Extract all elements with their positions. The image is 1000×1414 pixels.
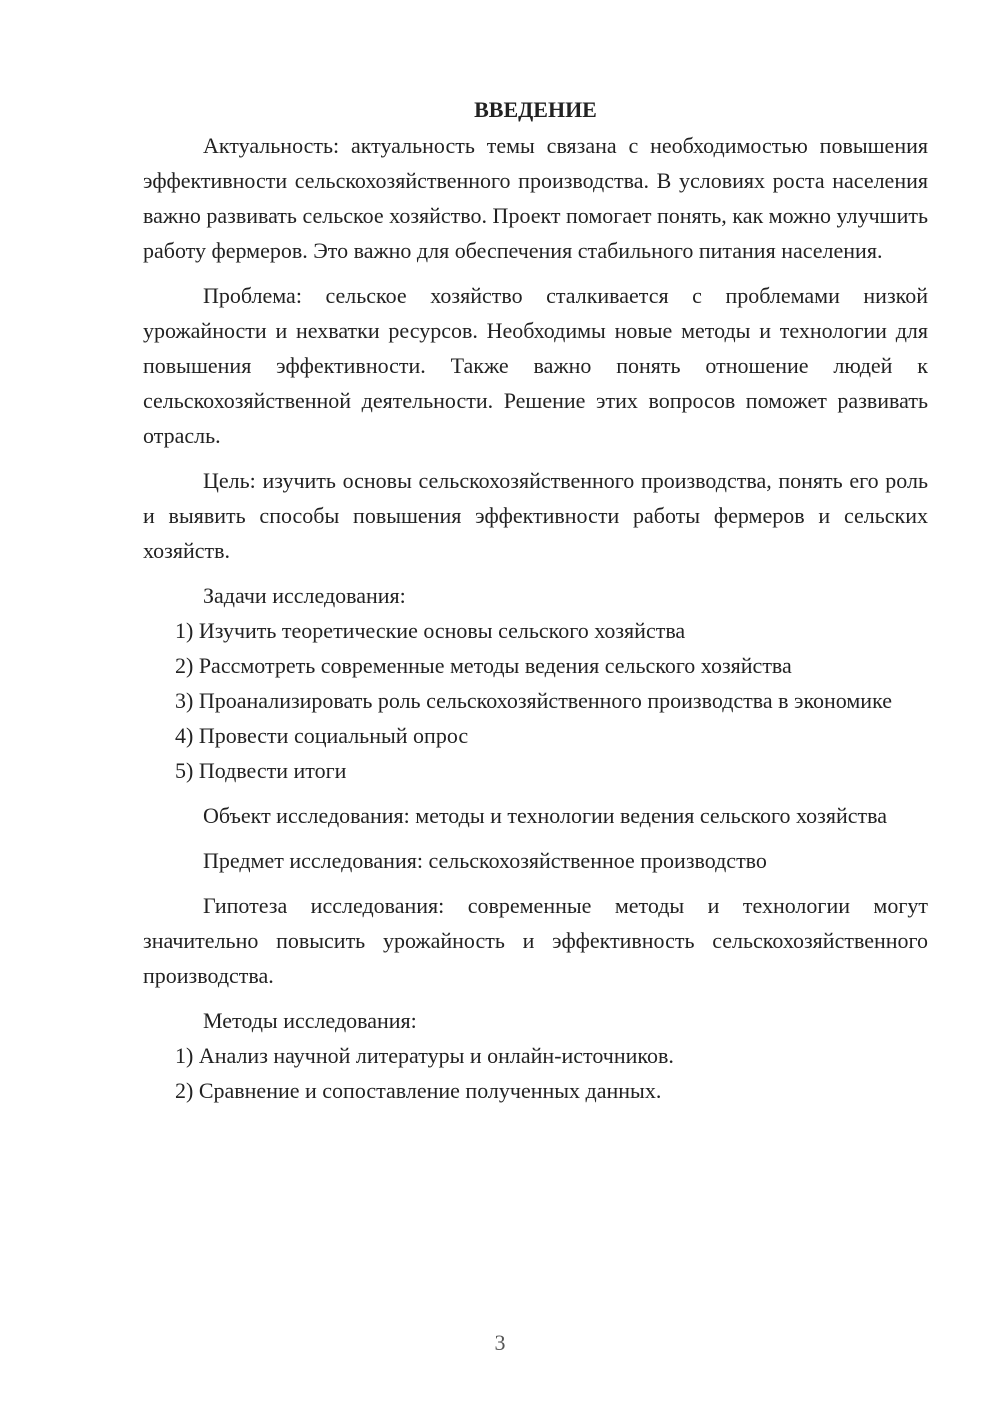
document-page: [143, 92, 928, 1108]
relevance-paragraph: Актуальность: актуальность темы связана с необходимостью повышения эффективности сельскохозяйственного производства. В условиях роста населения важно развивать сельское хозяйство. Проект помогает понять, как можно улучшить работу фермеров. Это важно для обеспечения стабильного питания населения.: [143, 133, 928, 263]
task-item-2: 2) Рассмотреть современные методы ведения сельского хозяйства: [175, 653, 792, 678]
hypothesis-paragraph: Гипотеза исследования: современные методы и технологии могут значительно повысить урожайность и эффективность сельскохозяйственного производства.: [143, 893, 928, 988]
problem-paragraph: Проблема: сельское хозяйство сталкивается с проблемами низкой урожайности и нехватки ресурсов. Необходимы новые методы и технологии для повышения эффективности. Также важно понять отношение людей к сельскохозяйственной деятельности. Решение этих вопросов поможет развивать отрасль.: [143, 283, 928, 448]
page-title: ВВЕДЕНИЕ: [474, 97, 597, 122]
method-item-1: 1) Анализ научной литературы и онлайн-источников.: [175, 1043, 674, 1068]
subject-paragraph: Предмет исследования: сельскохозяйственное производство: [203, 848, 767, 873]
task-item-5: 5) Подвести итоги: [175, 758, 347, 783]
methods-heading: Методы исследования:: [203, 1008, 417, 1033]
task-item-3: 3) Проанализировать роль сельскохозяйственного производства в экономике: [175, 688, 892, 713]
method-item-2: 2) Сравнение и сопоставление полученных данных.: [175, 1078, 662, 1103]
goal-paragraph: Цель: изучить основы сельскохозяйственного производства, понять его роль и выявить способы повышения эффективности работы фермеров и сельских хозяйств.: [143, 468, 928, 563]
task-item-1: 1) Изучить теоретические основы сельского хозяйства: [175, 618, 686, 643]
task-item-4: 4) Провести социальный опрос: [175, 723, 469, 748]
object-paragraph: Объект исследования: методы и технологии ведения сельского хозяйства: [203, 803, 887, 828]
tasks-heading: Задачи исследования:: [203, 583, 406, 608]
page-number: 3: [494, 1330, 506, 1355]
